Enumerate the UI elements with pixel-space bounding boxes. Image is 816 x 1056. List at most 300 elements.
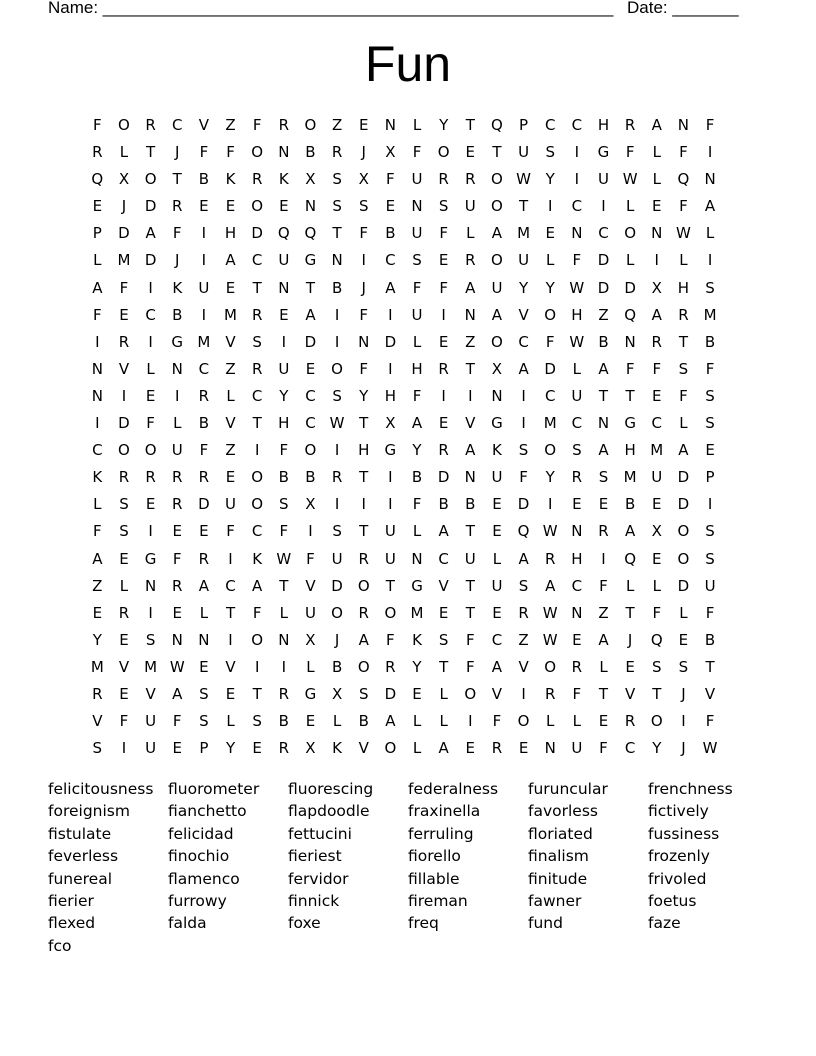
grid-cell: E <box>518 739 529 758</box>
grid-cell: O <box>491 251 503 270</box>
grid-cell: N <box>651 224 663 243</box>
word-bank-item: fiorello <box>408 847 461 866</box>
grid-cell: A <box>598 441 609 460</box>
grid-cell: O <box>677 522 690 541</box>
grid-cell: F <box>652 359 662 378</box>
grid-cell: F <box>412 143 422 162</box>
grid-cell: F <box>625 143 635 162</box>
grid-cell: U <box>411 224 423 243</box>
grid-cell: I <box>121 739 127 758</box>
grid-cell: U <box>225 495 237 514</box>
grid-cell: A <box>92 278 103 297</box>
grid-cell: V <box>92 712 103 731</box>
grid-cell: S <box>332 170 342 189</box>
grid-cell: F <box>306 549 315 568</box>
grid-cell: M <box>90 657 104 676</box>
word-bank <box>48 778 768 957</box>
grid-cell: X <box>305 630 316 649</box>
grid-cell: Y <box>545 468 555 487</box>
grid-cell: F <box>705 603 715 622</box>
grid-cell: V <box>225 414 236 433</box>
grid-cell: R <box>145 468 156 487</box>
grid-cell: Z <box>598 603 609 622</box>
word-bank-item: finitude <box>528 869 588 888</box>
grid-cell: F <box>252 116 262 134</box>
grid-cell: F <box>519 468 528 487</box>
grid-cell: F <box>119 712 129 731</box>
grid-cell: U <box>518 251 530 270</box>
grid-cell: F <box>465 630 475 649</box>
grid-cell: O <box>251 468 264 487</box>
grid-cell: O <box>544 657 557 676</box>
grid-cell: F <box>412 495 422 514</box>
grid-cell: E <box>225 468 236 487</box>
grid-cell: N <box>624 332 636 351</box>
grid-cell: H <box>571 305 583 324</box>
grid-cell: L <box>412 522 422 541</box>
grid-cell: X <box>651 522 662 541</box>
grid-cell: J <box>627 630 633 649</box>
grid-cell: F <box>279 441 289 460</box>
grid-cell: I <box>441 386 446 405</box>
grid-cell: C <box>518 332 529 351</box>
grid-cell: O <box>118 116 130 134</box>
grid-cell: V <box>358 739 369 758</box>
grid-cell: D <box>144 251 157 270</box>
grid-cell: J <box>334 630 340 649</box>
grid-cell: U <box>278 251 290 270</box>
grid-cell: Z <box>518 630 529 649</box>
grid-cell: F <box>625 359 635 378</box>
grid-cell: O <box>384 603 397 622</box>
word-bank-item: fierier <box>48 891 94 910</box>
grid-cell: G <box>304 251 317 270</box>
grid-cell: X <box>491 359 503 378</box>
grid-cell: I <box>281 657 287 676</box>
grid-cell: T <box>465 359 475 378</box>
grid-cell: R <box>518 603 529 622</box>
grid-cell: N <box>91 359 103 378</box>
grid-cell: C <box>544 386 556 405</box>
grid-cell: I <box>574 170 580 189</box>
grid-cell: T <box>492 143 502 162</box>
grid-cell: F <box>572 251 582 270</box>
grid-cell: E <box>412 684 422 703</box>
grid-cell: E <box>545 224 555 243</box>
grid-cell: Q <box>491 116 503 134</box>
grid-cell: S <box>598 468 609 487</box>
grid-cell: S <box>518 576 529 595</box>
grid-cell: U <box>491 278 503 297</box>
word-bank-item: felicidad <box>168 824 234 843</box>
grid-cell: A <box>358 630 369 649</box>
grid-cell: R <box>278 116 290 134</box>
grid-cell: D <box>198 495 210 514</box>
grid-cell: J <box>681 684 686 703</box>
grid-cell: E <box>572 495 582 514</box>
grid-cell: B <box>624 495 636 514</box>
grid-cell: R <box>92 143 103 162</box>
grid-cell: N <box>91 386 103 405</box>
grid-cell: L <box>572 359 582 378</box>
word-bank-item: frozenly <box>648 847 710 866</box>
grid-cell: O <box>357 657 370 676</box>
grid-cell: C <box>651 414 663 433</box>
grid-cell: O <box>251 630 264 649</box>
grid-cell: O <box>304 441 317 460</box>
grid-cell: I <box>707 251 713 270</box>
grid-cell: U <box>704 576 716 595</box>
grid-cell: W <box>169 657 185 676</box>
grid-cell: E <box>252 739 262 758</box>
grid-cell: A <box>411 414 423 433</box>
grid-cell: F <box>705 712 715 731</box>
grid-cell: F <box>199 441 209 460</box>
grid-cell: W <box>569 332 585 351</box>
grid-cell: U <box>145 712 157 731</box>
grid-cell: R <box>278 684 290 703</box>
grid-cell: J <box>175 251 180 270</box>
grid-cell: R <box>438 170 449 189</box>
grid-cell: C <box>305 386 316 405</box>
grid-cell: L <box>412 116 422 134</box>
word-bank-item: falda <box>168 914 207 933</box>
grid-cell: C <box>225 576 236 595</box>
grid-cell: S <box>145 630 156 649</box>
grid-cell: S <box>332 386 342 405</box>
grid-cell: Y <box>412 441 422 460</box>
grid-cell: L <box>439 712 448 731</box>
grid-cell: A <box>678 441 689 460</box>
word-bank-item: foetus <box>648 891 697 910</box>
grid-cell: L <box>146 359 155 378</box>
grid-cell: U <box>278 359 290 378</box>
grid-cell: R <box>465 251 476 270</box>
word-bank-item: ferruling <box>408 824 474 843</box>
grid-cell: A <box>491 305 503 324</box>
grid-cell: L <box>226 386 235 405</box>
grid-cell: N <box>571 224 583 243</box>
grid-cell: N <box>144 576 157 595</box>
grid-cell: B <box>305 143 316 162</box>
grid-cell: E <box>438 332 449 351</box>
grid-cell: N <box>491 386 503 405</box>
grid-cell: A <box>465 278 476 297</box>
grid-cell: R <box>571 657 583 676</box>
grid-cell: H <box>278 414 290 433</box>
grid-cell: B <box>411 468 423 487</box>
grid-cell: T <box>465 603 475 622</box>
grid-cell: F <box>172 224 182 243</box>
grid-cell: S <box>252 712 262 731</box>
grid-cell: L <box>492 549 502 568</box>
grid-cell: L <box>652 576 661 595</box>
grid-cell: L <box>679 414 688 433</box>
grid-cell: T <box>625 386 635 405</box>
grid-cell: W <box>516 170 531 189</box>
grid-cell: M <box>197 332 211 351</box>
grid-cell: S <box>412 251 422 270</box>
grid-cell: O <box>251 143 264 162</box>
grid-cell: K <box>172 278 183 297</box>
grid-cell: C <box>172 116 183 134</box>
grid-cell: I <box>388 495 393 514</box>
grid-cell: C <box>571 414 583 433</box>
word-bank-item: fictively <box>648 802 709 821</box>
word-bank-item: fluorescing <box>288 780 374 798</box>
grid-cell: T <box>252 278 262 297</box>
grid-cell: K <box>225 170 236 189</box>
grid-cell: F <box>172 712 182 731</box>
grid-cell: V <box>198 116 210 134</box>
grid-cell: P <box>519 116 529 134</box>
grid-cell: U <box>491 468 503 487</box>
grid-cell: F <box>252 603 262 622</box>
grid-cell: F <box>93 305 102 324</box>
word-bank-item: fervidor <box>288 869 349 888</box>
grid-cell: L <box>652 170 661 189</box>
grid-cell: U <box>331 549 343 568</box>
grid-cell: H <box>677 278 690 297</box>
grid-cell: C <box>92 441 103 460</box>
grid-cell: E <box>598 712 609 731</box>
grid-cell: B <box>331 657 343 676</box>
grid-cell: J <box>175 143 180 162</box>
grid-cell: A <box>625 522 636 541</box>
grid-cell: L <box>625 197 635 216</box>
grid-cell: M <box>543 414 557 433</box>
word-bank-item: flamenco <box>168 869 240 888</box>
grid-cell: L <box>572 712 582 731</box>
grid-cell: Z <box>465 332 476 351</box>
grid-cell: S <box>705 549 715 568</box>
grid-cell: L <box>679 603 688 622</box>
grid-cell: V <box>225 332 236 351</box>
grid-cell: T <box>465 576 475 595</box>
grid-cell: F <box>679 143 688 162</box>
grid-cell: Y <box>359 386 369 405</box>
grid-cell: E <box>199 657 209 676</box>
grid-cell: R <box>92 684 103 703</box>
grid-cell: T <box>465 522 475 541</box>
grid-cell: U <box>651 468 663 487</box>
grid-cell: H <box>384 386 396 405</box>
grid-cell: E <box>652 386 662 405</box>
grid-cell: M <box>117 251 131 270</box>
grid-cell: S <box>332 522 342 541</box>
grid-cell: T <box>518 197 529 216</box>
grid-cell: F <box>599 739 608 758</box>
word-bank-item: flapdoodle <box>288 802 370 821</box>
grid-cell: Q <box>650 630 663 649</box>
grid-cell: F <box>705 359 715 378</box>
grid-cell: K <box>252 549 263 568</box>
word-bank-item: fistulate <box>48 824 112 843</box>
grid-cell: N <box>278 278 290 297</box>
grid-cell: U <box>464 197 476 216</box>
grid-cell: I <box>707 495 713 514</box>
grid-cell: T <box>598 386 609 405</box>
grid-cell: R <box>678 305 689 324</box>
grid-cell: C <box>491 630 503 649</box>
grid-cell: U <box>411 305 423 324</box>
grid-cell: C <box>385 251 396 270</box>
grid-cell: L <box>119 143 129 162</box>
grid-cell: X <box>358 170 369 189</box>
grid-cell: D <box>597 278 610 297</box>
grid-cell: I <box>388 305 393 324</box>
grid-cell: E <box>145 495 156 514</box>
grid-cell: S <box>252 332 262 351</box>
grid-cell: B <box>198 414 210 433</box>
grid-cell: S <box>572 441 582 460</box>
grid-cell: Y <box>545 278 555 297</box>
word-bank-item: fawner <box>528 891 582 910</box>
grid-cell: E <box>438 251 449 270</box>
word-bank-item: favorless <box>528 802 598 821</box>
grid-cell: U <box>171 441 183 460</box>
grid-cell: S <box>438 630 449 649</box>
grid-cell: I <box>228 630 233 649</box>
grid-cell: R <box>172 495 183 514</box>
grid-cell: O <box>437 143 450 162</box>
grid-cell: T <box>385 576 395 595</box>
grid-cell: E <box>492 495 502 514</box>
grid-cell: H <box>224 224 237 243</box>
grid-cell: D <box>597 251 610 270</box>
grid-cell: E <box>438 603 449 622</box>
grid-cell: E <box>199 522 209 541</box>
grid-cell: M <box>703 305 717 324</box>
grid-cell: E <box>225 684 236 703</box>
grid-cell: B <box>385 224 396 243</box>
grid-cell: K <box>412 630 422 649</box>
grid-cell: F <box>652 603 662 622</box>
grid-cell: Q <box>277 224 290 243</box>
grid-cell: A <box>518 549 529 568</box>
word-bank-item: floriated <box>528 824 593 843</box>
grid-cell: E <box>172 739 182 758</box>
grid-cell: W <box>702 739 718 758</box>
grid-cell: C <box>305 414 316 433</box>
grid-cell: F <box>705 116 715 134</box>
grid-cell: A <box>465 441 476 460</box>
grid-cell: V <box>145 684 156 703</box>
grid-cell: E <box>145 386 156 405</box>
grid-cell: N <box>571 603 583 622</box>
grid-cell: T <box>252 414 262 433</box>
grid-cell: R <box>465 170 476 189</box>
grid-cell: L <box>226 712 235 731</box>
grid-cell: L <box>199 603 209 622</box>
grid-cell: N <box>597 414 610 433</box>
grid-cell: U <box>198 278 210 297</box>
grid-cell: V <box>225 657 236 676</box>
grid-cell: H <box>358 441 370 460</box>
grid-cell: U <box>411 170 423 189</box>
grid-cell: U <box>145 739 157 758</box>
grid-cell: D <box>118 224 130 243</box>
grid-cell: L <box>412 739 422 758</box>
grid-cell: R <box>651 332 662 351</box>
grid-cell: Z <box>225 441 236 460</box>
grid-cell: H <box>597 116 610 134</box>
grid-cell: N <box>544 739 556 758</box>
grid-cell: M <box>517 224 531 243</box>
grid-cell: R <box>172 468 183 487</box>
word-bank-item: felicitousness <box>48 780 154 798</box>
grid-cell: E <box>199 197 209 216</box>
grid-cell: L <box>412 712 422 731</box>
grid-cell: B <box>465 495 476 514</box>
grid-cell: I <box>468 386 473 405</box>
grid-cell: E <box>492 522 502 541</box>
grid-cell: N <box>331 251 343 270</box>
grid-cell: D <box>677 576 690 595</box>
header-line <box>48 0 748 20</box>
grid-cell: F <box>572 684 582 703</box>
grid-cell: F <box>226 143 235 162</box>
word-bank-item: fireman <box>408 891 468 910</box>
grid-cell: D <box>517 495 530 514</box>
grid-cell: N <box>358 332 370 351</box>
grid-cell: L <box>93 495 102 514</box>
grid-cell: E <box>358 116 369 134</box>
grid-cell: I <box>521 414 526 433</box>
grid-cell: D <box>437 468 450 487</box>
grid-cell: E <box>652 197 662 216</box>
grid-cell: J <box>361 278 366 297</box>
grid-cell: A <box>305 305 316 324</box>
grid-cell: T <box>359 414 369 433</box>
grid-cell: B <box>198 170 210 189</box>
grid-cell: F <box>412 386 422 405</box>
grid-cell: E <box>92 197 103 216</box>
grid-cell: Y <box>412 657 422 676</box>
grid-cell: I <box>361 251 366 270</box>
grid-cell: E <box>279 197 289 216</box>
grid-cell: I <box>254 657 260 676</box>
grid-cell: I <box>95 414 100 433</box>
grid-cell: B <box>704 332 716 351</box>
grid-cell: Z <box>225 116 236 134</box>
grid-cell: I <box>201 251 207 270</box>
grid-cell: T <box>465 116 475 134</box>
grid-cell: E <box>705 441 715 460</box>
grid-cell: E <box>279 305 289 324</box>
grid-cell: E <box>572 630 582 649</box>
grid-cell: O <box>357 576 370 595</box>
grid-cell: E <box>652 495 662 514</box>
grid-cell: R <box>491 739 503 758</box>
grid-cell: R <box>198 549 210 568</box>
word-bank-item: fettucini <box>288 824 352 843</box>
grid-cell: E <box>465 739 476 758</box>
grid-cell: O <box>491 332 503 351</box>
grid-cell: O <box>677 549 690 568</box>
grid-cell: I <box>254 441 260 460</box>
grid-cell: F <box>359 224 369 243</box>
grid-cell: L <box>279 603 288 622</box>
grid-cell: G <box>171 332 184 351</box>
word-bank-item: frivoled <box>648 869 707 888</box>
grid-cell: C <box>438 549 449 568</box>
grid-cell: G <box>304 684 317 703</box>
grid-cell: S <box>438 197 449 216</box>
grid-cell: L <box>306 657 315 676</box>
word-bank-item: finochio <box>168 847 230 866</box>
grid-cell: O <box>624 224 637 243</box>
